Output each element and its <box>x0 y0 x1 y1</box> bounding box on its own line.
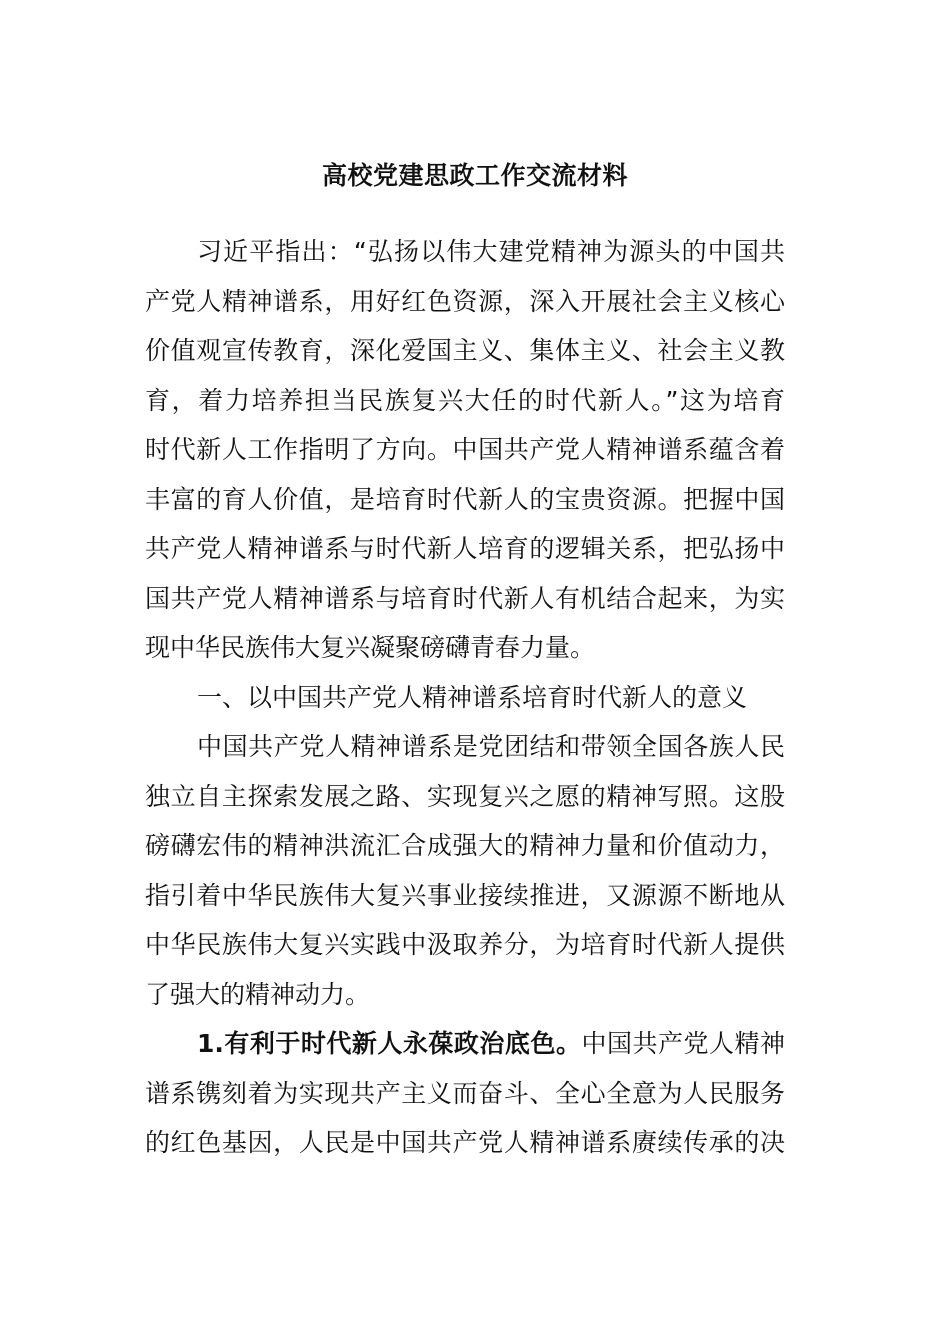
paragraph-point-1 <box>145 1019 785 1168</box>
text-line: 中国共产党人精神谱系是党团结和带领全国各族人民 <box>197 732 785 761</box>
text-line: 中华民族伟大复兴实践中汲取养分，为培育时代新人提供 <box>145 930 785 959</box>
text-line: 产党人精神谱系，用好红色资源，深入开展社会主义核心 <box>145 286 785 316</box>
text-run: 中国共产党人精神 <box>581 1029 785 1058</box>
bold-lead-text: 1.有利于时代新人永葆政治底色。 <box>197 1029 582 1058</box>
heading-text: 一、以中国共产党人精神谱系培育时代新人的意义 <box>197 682 748 712</box>
text-line: 谱系镌刻着为实现共产主义而奋斗、全心全意为人民服务 <box>145 1078 785 1108</box>
text-line: 价值观宣传教育，深化爱国主义、集体主义、社会主义教 <box>145 336 785 365</box>
text-line <box>145 1019 785 1069</box>
text-line: 的红色基因，人民是中国共产党人精神谱系赓续传承的决 <box>145 1128 785 1157</box>
text-line: 国共产党人精神谱系与培育时代新人有机结合起来，为实 <box>145 583 785 613</box>
section-heading <box>145 673 785 723</box>
text-line: 共产党人精神谱系与时代新人培育的逻辑关系，把弘扬中 <box>145 534 785 563</box>
text-line: 了强大的精神动力。 <box>145 979 371 1009</box>
document-body <box>145 227 785 1168</box>
text-line: 丰富的育人价值，是培育时代新人的宝贵资源。把握中国 <box>145 484 785 514</box>
text-line: 时代新人工作指明了方向。中国共产党人精神谱系蕴含着 <box>145 435 785 464</box>
paragraph-intro <box>145 227 785 673</box>
document-title: 高校党建思政工作交流材料 <box>321 161 628 190</box>
text-line: 习近平指出：“弘扬以伟大建党精神为源头的中国共 <box>197 237 785 266</box>
text-line: 独立自主探索发展之路、实现复兴之愿的精神写照。这股 <box>145 781 785 811</box>
text-line: 磅礴宏伟的精神洪流汇合成强大的精神力量和价值动力， <box>145 831 785 860</box>
paragraph-significance <box>145 722 785 1019</box>
text-line: 育，着力培养担当民族复兴大任的时代新人。”这为培育 <box>145 385 785 415</box>
text-line: 指引着中华民族伟大复兴事业接续推进，又源源不断地从 <box>145 880 785 910</box>
text-line: 现中华民族伟大复兴凝聚磅礴青春力量。 <box>145 633 596 662</box>
